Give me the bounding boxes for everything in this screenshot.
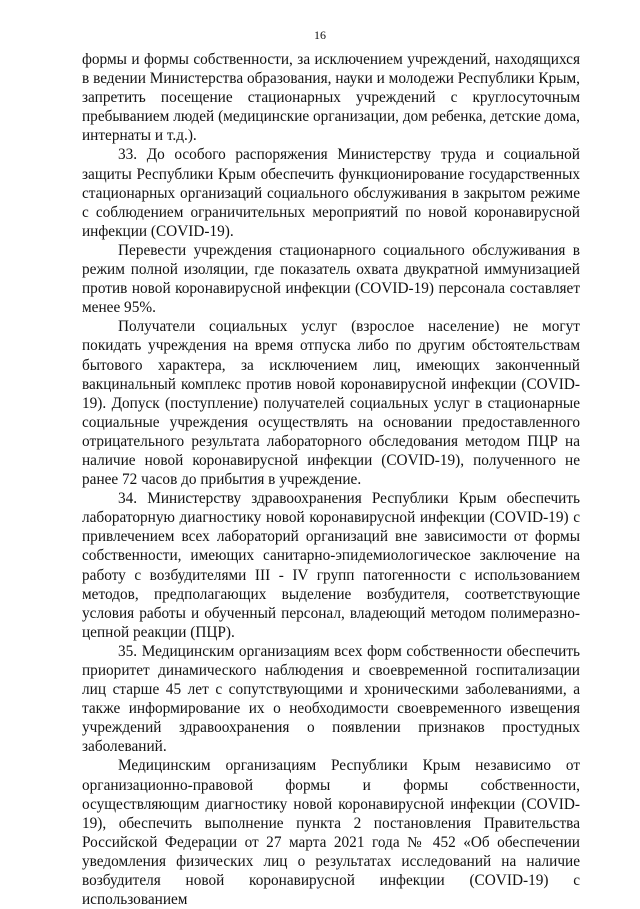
page-number: 16 xyxy=(314,28,326,42)
paragraph: Перевести учреждения стационарного социального обслуживания в режим полной изоляции, где показатель охвата двукратной иммунизацией против новой коронавирусной инфекции (COVID-19) персонала составляет менее 95%. xyxy=(82,241,580,317)
paragraph: 33. До особого распоряжения Министерству труда и социальной защиты Республики Крым обеспечить функционирование государственных стационарных организаций социального обслуживания в закрытом режиме с соблюдением ограничительных мероприятий по новой коронавирусной инфекции (COVID-19). xyxy=(82,146,580,240)
paragraph: формы и формы собственности, за исключением учреждений, находящихся в ведении Министерства образования, науки и молодежи Республики Крым, запретить посещение стационарных учреждений с круглосуточным пребыванием людей (медицинские организации, дом ребенка, детские дома, интернаты и т.д.). xyxy=(82,51,580,145)
document-body xyxy=(82,50,580,909)
paragraph: 34. Министерству здравоохранения Республики Крым обеспечить лабораторную диагностику новой коронавирусной инфекции (COVID-19) с привлечением всех лабораторий организаций вне зависимости от формы собственности, имеющих санитарно-эпидемиологическое заключение на работу с возбудителями III - IV групп патогенности с использованием методов, предполагающих выделение возбудителя, соответствующие условия работы и обученный персонал, владеющий методом полимеразно-цепной реакции (ПЦР). xyxy=(82,490,580,641)
paragraph: Медицинским организациям Республики Крым независимо от организационно-правовой формы и формы собственности, осуществляющим диагностику новой коронавирусной инфекции (COVID-19), обеспечить выполнение пункта 2 постановления Правительства Российской Федерации от 27 марта 2021 года № 452 «Об обеспечении уведомления физических лиц о результатах исследований на наличие возбудителя новой коронавирусной инфекции (COVID-19) с использованием xyxy=(82,757,580,909)
paragraph: Получатели социальных услуг (взрослое население) не могут покидать учреждения на время отпуска либо по другим обстоятельствам бытового характера, за исключением лиц, имеющих законченный вакцинальный комплекс против новой коронавирусной инфекции (COVID-19). Допуск (поступление) получателей социальных услуг в стационарные социальные учреждения осуществлять на основании предоставленного отрицательного результата лабораторного обследования методом ПЦР на наличие новой коронавирусной инфекции (COVID-19), полученного не ранее 72 часов до прибытия в учреждение. xyxy=(82,318,580,489)
paragraph: 35. Медицинским организациям всех форм собственности обеспечить приоритет динамического наблюдения и своевременной госпитализации лиц старше 45 лет с сопутствующими и хроническими заболеваниями, а также информирование их о необходимости своевременного извещения учреждений здравоохранения о появлении признаков простудных заболеваний. xyxy=(82,642,580,756)
